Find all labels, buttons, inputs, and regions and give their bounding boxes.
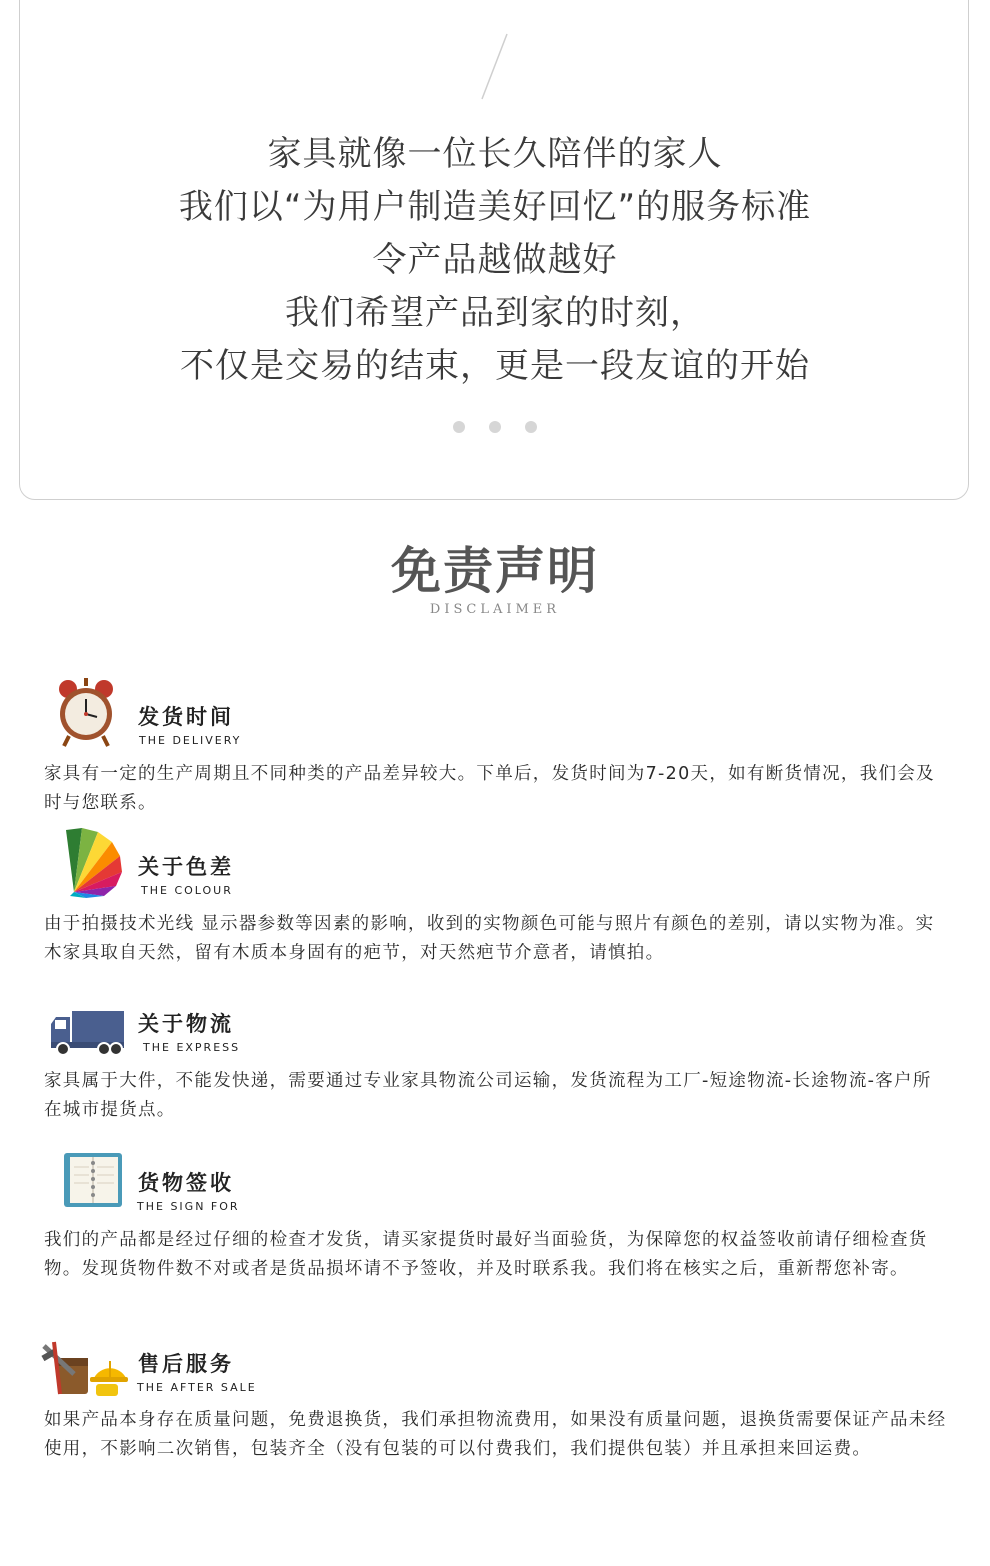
section-body: 家具有一定的生产周期且不同种类的产品差异较大。下单后，发货时间为7-20天，如有断货情况，我们会及时与您联系。 xyxy=(44,764,935,813)
slash-divider xyxy=(0,0,990,110)
section-subtitle: THE DELIVERY xyxy=(139,734,242,747)
color-swatch-icon xyxy=(60,826,128,898)
page-subtitle: DISCLAIMER xyxy=(429,602,561,617)
section-body: 如果产品本身存在质量问题，免费退换货，我们承担物流费用，如果没有质量问题，退换货需要保证产品未经使用，不影响二次销售，包装齐全（没有包装的可以付费我们，我们提供包装）并且承担来回运费。 xyxy=(44,1410,947,1459)
carousel-dot[interactable] xyxy=(453,421,465,433)
page-title: 免责声明 xyxy=(391,541,599,600)
section-subtitle: THE COLOUR xyxy=(141,884,233,897)
section-subtitle: THE AFTER SALE xyxy=(137,1381,257,1394)
tools-helmet-icon xyxy=(40,1338,128,1400)
alarm-clock-icon xyxy=(55,676,117,748)
section-title: 关于物流 xyxy=(138,1012,234,1036)
section-body: 家具属于大件，不能发快递，需要通过专业家具物流公司运输，发货流程为工厂-短途物流-长途物流-客户所在城市提货点。 xyxy=(44,1071,932,1120)
quote-line: 令产品越做越好 xyxy=(372,240,618,280)
truck-icon xyxy=(48,1008,126,1058)
section-title: 发货时间 xyxy=(138,705,234,729)
quote-line: 不仅是交易的结束，更是一段友谊的开始 xyxy=(180,346,810,386)
section-title: 关于色差 xyxy=(138,855,234,879)
quote-line: 家具就像一位长久陪伴的家人 xyxy=(267,134,723,174)
carousel-dot[interactable] xyxy=(489,421,501,433)
quote-line: 我们以“为用户制造美好回忆”的服务标准 xyxy=(178,187,812,227)
section-subtitle: THE SIGN FOR xyxy=(137,1200,240,1213)
section-subtitle: THE EXPRESS xyxy=(143,1041,241,1054)
brand-quote xyxy=(0,128,990,393)
carousel-dots xyxy=(0,421,990,433)
section-body: 我们的产品都是经过仔细的检查才发货，请买家提货时最好当面验货，为保障您的权益签收前请仔细检查货物。发现货物件数不对或者是货品损坏请不予签收，并及时联系我。我们将在核实之后，重新帮您补寄。 xyxy=(44,1230,928,1279)
notebook-icon xyxy=(62,1151,124,1209)
section-title: 货物签收 xyxy=(138,1171,234,1195)
section-title: 售后服务 xyxy=(138,1352,234,1376)
section-body: 由于拍摄技术光线 显示器参数等因素的影响，收到的实物颜色可能与照片有颜色的差别，请以实物为准。实木家具取自天然，留有木质本身固有的疤节，对天然疤节介意者，请慎拍。 xyxy=(44,914,935,963)
quote-line: 我们希望产品到家的时刻， xyxy=(285,293,705,333)
carousel-dot[interactable] xyxy=(525,421,537,433)
